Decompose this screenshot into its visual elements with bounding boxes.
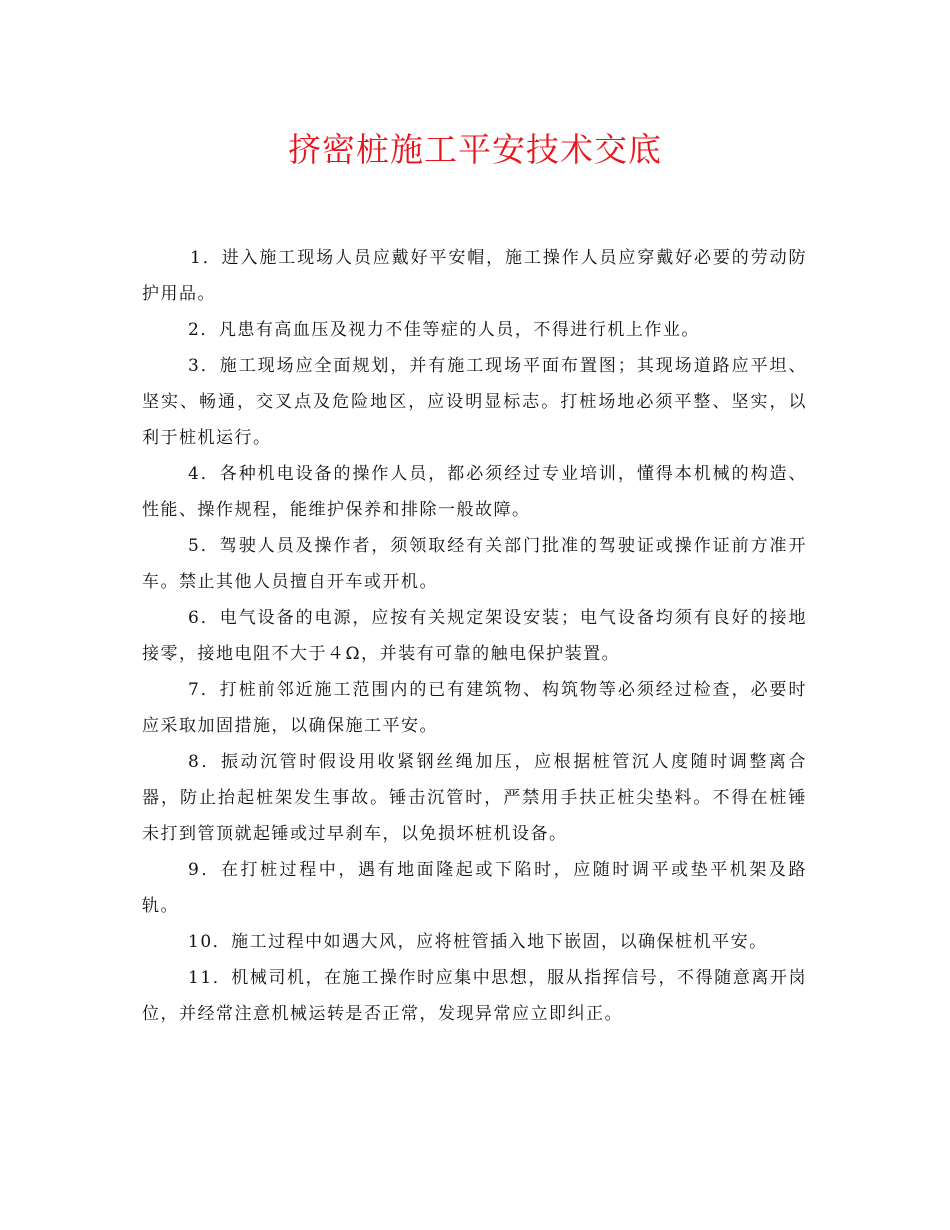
paragraph-3: 3．施工现场应全面规划，并有施工现场平面布置图；其现场道路应平坦、坚实、畅通，交叉点及危险地区，应设明显标志。打桩场地必须平整、坚实，以利于桩机运行。 [142,356,807,448]
paragraph-8: 8．振动沉管时假设用收紧钢丝绳加压，应根据桩管沉人度随时调整离合器，防止抬起桩架发生事故。锤击沉管时，严禁用手扶正桩尖垫料。不得在桩锤未打到管顶就起锤或过早刹车，以免损坏桩机设备。 [142,752,807,844]
paragraph-10: 10．施工过程中如遇大风，应将桩管插入地下嵌固，以确保桩机平安。 [188,932,768,952]
document-title: 挤密桩施工平安技术交底 [288,130,662,169]
paragraph-1: 1．进入施工现场人员应戴好平安帽，施工操作人员应穿戴好必要的劳动防护用品。 [142,248,807,304]
paragraph-2: 2．凡患有高血压及视力不佳等症的人员，不得进行机上作业。 [188,320,700,340]
paragraph-9: 9．在打桩过程中，遇有地面隆起或下陷时，应随时调平或垫平机架及路轨。 [142,860,807,916]
paragraph-6: 6．电气设备的电源，应按有关规定架设安装；电气设备均须有良好的接地接零，接地电阻不大于４Ω，并装有可靠的触电保护装置。 [142,608,807,664]
paragraph-5: 5．驾驶人员及操作者，须领取经有关部门批准的驾驶证或操作证前方准开车。禁止其他人员擅自开车或开机。 [142,536,807,592]
paragraph-4: 4．各种机电设备的操作人员，都必须经过专业培训，懂得本机械的构造、性能、操作规程，能维护保养和排除一般故障。 [142,464,807,520]
paragraph-7: 7．打桩前邻近施工范围内的已有建筑物、构筑物等必须经过检查，必要时应采取加固措施，以确保施工平安。 [142,680,807,736]
document-body [142,240,807,1032]
paragraph-11: 11．机械司机，在施工操作时应集中思想，服从指挥信号，不得随意离开岗位，并经常注意机械运转是否正常，发现异常应立即纠正。 [142,968,807,1024]
